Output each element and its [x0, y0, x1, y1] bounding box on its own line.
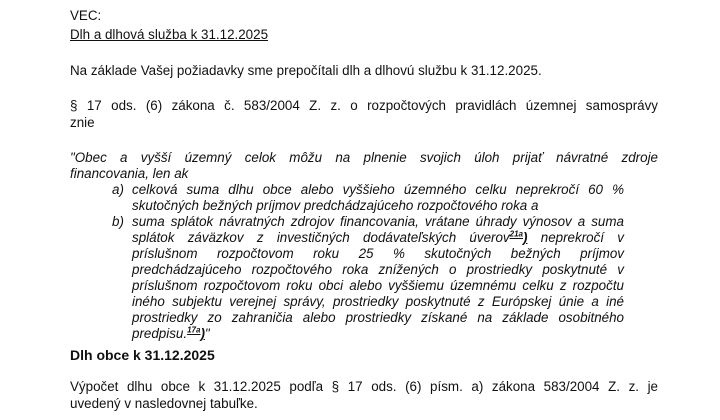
item-b-line1: suma splátok návratných zdrojov financovania, vrátane úhrady výnosov a suma — [132, 214, 624, 229]
calc-text1: Výpočet dlhu obce k 31.12.2025 podľa § 17 ods. (6) písm. a) zákona 583/2004 Z. z. je — [70, 379, 658, 394]
law-reference-text1: § 17 ods. (6) zákona č. 583/2004 Z. z. o rozpočtových pravidlách územnej samosprávy — [70, 98, 658, 113]
quote-text1: "Obec a vyšší územný celok môžu na plnenie svojich úloh prijať návratné zdroje — [70, 150, 658, 165]
item-b-line2-tail: neprekročí v — [527, 230, 624, 245]
vec-label: VEC: — [70, 8, 102, 23]
item-a-letter: a) — [112, 182, 124, 197]
section-title: Dlh obce k 31.12.2025 — [70, 347, 215, 363]
item-b-line3: príslušnom rozpočtovom roku 25 % skutočných bežných príjmov — [132, 246, 624, 261]
item-b-line7: prostriedky zo zahraničia alebo prostriedky získané na základe osobitného — [132, 310, 624, 325]
closing-quote: " — [204, 326, 210, 341]
calc-line2: uvedený v nasledovnej tabuľke. — [70, 396, 258, 411]
item-b-line6: iného subjektu verejnej správy, prostriedky poskytnuté z Európskej únie a iné — [132, 294, 624, 309]
item-a-line1: celková suma dlhu obce alebo vyššieho územného celku neprekročí 60 % — [132, 182, 624, 197]
subject-line: Dlh a dlhová služba k 31.12.2025 — [70, 27, 269, 42]
item-b-line2 — [132, 230, 624, 246]
intro-paragraph: Na základe Vašej požiadavky sme prepočítali dlh a dlhovú službu k 31.12.2025. — [70, 63, 542, 78]
item-b-line8-text: predpisu. — [132, 326, 188, 341]
calc-line1 — [70, 379, 658, 395]
item-b-line8 — [132, 326, 210, 342]
law-reference-line2: znie — [70, 115, 95, 130]
quote-line2: financovania, len ak — [70, 166, 189, 181]
item-b-line5: príslušnom rozpočtovom roku obci alebo vyššiemu územnému celku z rozpočtu — [132, 278, 624, 293]
item-b-line4: predchádzajúceho rozpočtového roka znížených o prostriedky poskytnuté v — [132, 262, 624, 277]
footnote-ref-17a-paren: ) — [200, 326, 205, 341]
footnote-ref-21a: 21a — [509, 229, 523, 239]
footnote-ref-21a-paren: ) — [522, 230, 528, 245]
footnote-ref-17a: 17a — [187, 325, 201, 335]
item-b-letter: b) — [112, 214, 124, 229]
quote-line1 — [70, 150, 658, 166]
law-reference-line1 — [70, 98, 658, 114]
item-b-line2-text: splátok záväzkov z investičných dodávateľských úverov — [132, 230, 510, 245]
item-a-line2: skutočných bežných príjmov predchádzajúceho rozpočtového roka a — [132, 198, 539, 213]
